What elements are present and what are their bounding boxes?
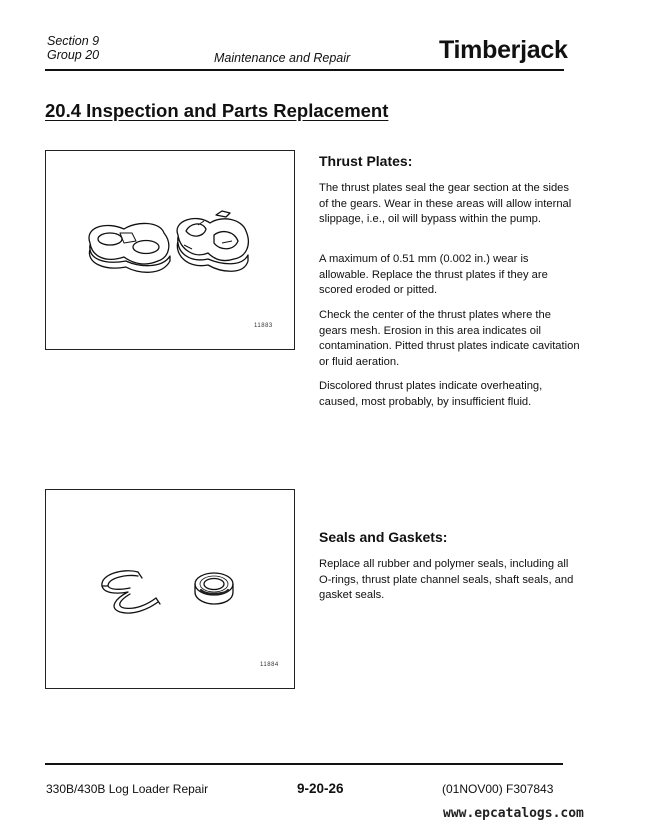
brand-logo: Timberjack xyxy=(439,36,568,64)
group-label: Group 20 xyxy=(47,48,100,62)
header-title: Maintenance and Repair xyxy=(214,51,351,65)
thrust-plates-paragraph: Discolored thrust plates indicate overheating, caused, most probably, by insufficient fluid. xyxy=(319,380,543,408)
footer-manual-title: 330B/430B Log Loader Repair xyxy=(46,782,209,796)
footer-divider xyxy=(45,763,563,765)
thrust-plates-figure xyxy=(45,150,295,350)
figure-number: 11884 xyxy=(260,662,279,668)
thrust-plates-paragraph: The thrust plates seal the gear section at the sides of the gears. Wear in these areas will allow internal slippage, i.e., oil will bypass within the pump. xyxy=(319,182,572,225)
seals-gaskets-illustration xyxy=(46,490,294,688)
page-number: 9-20-26 xyxy=(297,781,344,796)
figure-number: 11883 xyxy=(254,323,273,329)
thrust-plates-paragraph: A maximum of 0.51 mm (0.002 in.) wear is allowable. Replace the thrust plates if they are scored eroded or pitted. xyxy=(319,253,548,296)
section-label: Section 9 xyxy=(47,34,100,48)
seals-gaskets-heading: Seals and Gaskets: xyxy=(319,529,448,545)
thrust-plates-illustration xyxy=(46,151,294,349)
watermark: www.epcatalogs.com xyxy=(443,806,584,821)
thrust-plates-heading: Thrust Plates: xyxy=(319,153,413,169)
header-divider xyxy=(45,69,564,71)
thrust-plates-paragraph: Check the center of the thrust plates where the gears mesh. Erosion in this area indicates oil contamination. Pitted thrust plates indicate cavitation or fluid aeration. xyxy=(319,309,580,368)
seals-gaskets-paragraph: Replace all rubber and polymer seals, including all O-rings, thrust plate channel seals, shaft seals, and gasket seals. xyxy=(319,558,574,601)
section-group-label xyxy=(47,34,99,62)
footer-doc-code: (01NOV00) F307843 xyxy=(442,782,554,796)
seals-gaskets-figure xyxy=(45,489,295,689)
page-title: 20.4 Inspection and Parts Replacement xyxy=(45,100,389,121)
